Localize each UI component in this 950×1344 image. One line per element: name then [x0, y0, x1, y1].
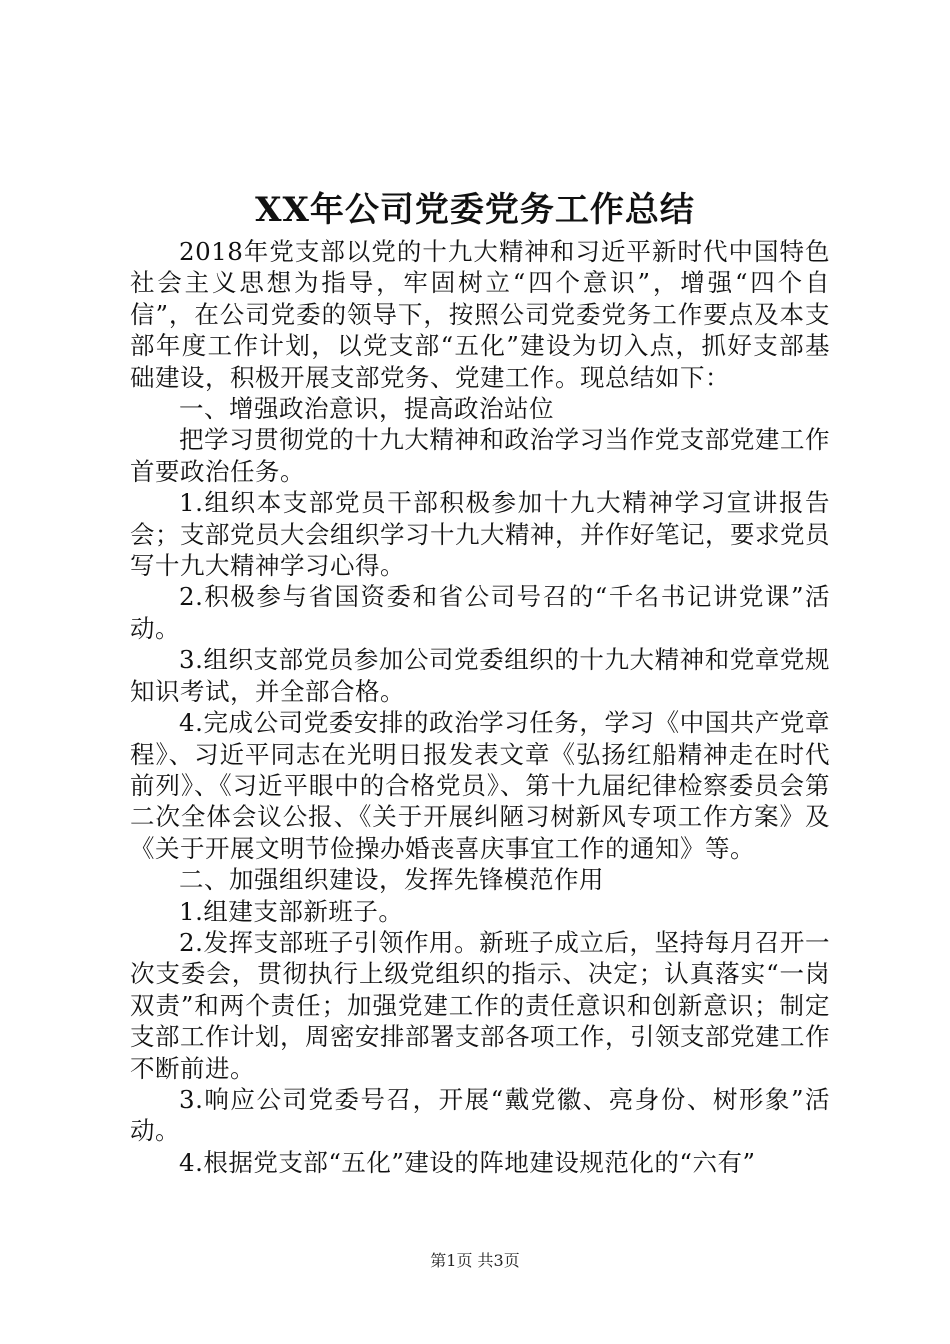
list-item: 2.积极参与省国资委和省公司号召的“千名书记讲党课”活动。 — [130, 582, 830, 643]
list-item: 4.根据党支部“五化”建设的阵地建设规范化的“六有” — [179, 1147, 756, 1177]
list-item: 1.组建支部新班子。 — [179, 896, 404, 926]
list-item: 1.组织本支部党员干部积极参加十九大精神学习宣讲报告会；支部党员大会组织学习十九大精神，并作好笔记，要求党员写十九大精神学习心得。 — [130, 488, 830, 581]
section-heading-2: 二、加强组织建设，发挥先锋模范作用 — [179, 865, 604, 895]
paragraph-intro: 2018年党支部以党的十九大精神和习近平新时代中国特色社会主义思想为指导，牢固树立“四个意识”，增强“四个自信”，在公司党委的领导下，按照公司党委党务工作要点及本支部年度工作计划，以党支部“五化”建设为切入点，抓好支部基础建设，积极开展支部党务、党建工作。现总结如下： — [130, 237, 830, 392]
list-item: 2.发挥支部班子引领作用。新班子成立后，坚持每月召开一次支委会，贯彻执行上级党组织的指示、决定；认真落实“一岗双责”和两个责任；加强党建工作的责任意识和创新意识；制定支部工作计划，周密安排部署支部各项工作，引领支部党建工作不断前进。 — [130, 927, 830, 1083]
section-heading-1: 一、增强政治意识，提高政治站位 — [179, 394, 554, 424]
list-item: 3.组织支部党员参加公司党委组织的十九大精神和党章党规知识考试，并全部合格。 — [130, 645, 830, 706]
list-item: 3.响应公司党委号召，开展“戴党徽、亮身份、树形象”活动。 — [130, 1084, 830, 1146]
document-title: XX年公司党委党务工作总结 — [255, 190, 695, 230]
paragraph: 把学习贯彻党的十九大精神和政治学习当作党支部党建工作首要政治任务。 — [130, 425, 830, 486]
list-item: 4.完成公司党委安排的政治学习任务，学习《中国共产党章程》、习近平同志在光明日报发表文章《弘扬红船精神走在时代前列》、《习近平眼中的合格党员》、第十九届纪律检察委员会第二次全体会议公报、《关于开展纠陋习树新风专项工作方案》及《关于开展文明节俭操办婚丧喜庆事宜工作的通知》等。 — [130, 708, 830, 863]
page-footer: 第1页 共3页 — [430, 1251, 520, 1270]
document-body — [130, 236, 830, 1178]
